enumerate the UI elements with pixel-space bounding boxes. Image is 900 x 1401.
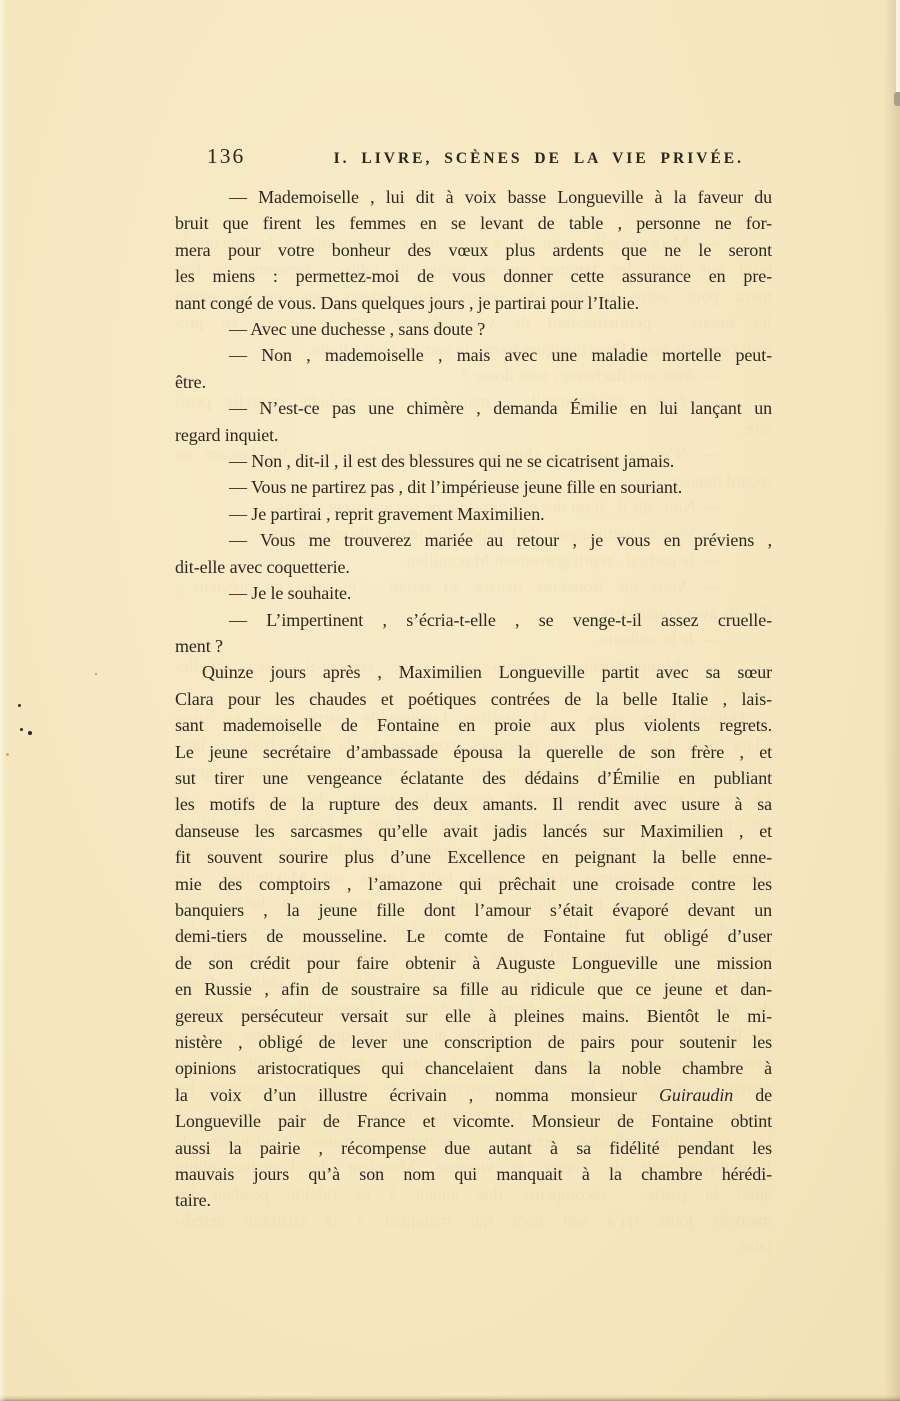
text-line bbox=[175, 369, 772, 395]
text-line bbox=[175, 897, 772, 923]
text-line bbox=[175, 950, 772, 976]
body-text-block bbox=[175, 184, 772, 1214]
text-segment: — Mademoiselle , lui dit à voix basse Longueville à la faveur du bbox=[229, 187, 772, 207]
text-segment: — Je le souhaite. bbox=[229, 583, 352, 604]
text-segment bbox=[736, 1236, 772, 1256]
text-line bbox=[175, 316, 772, 342]
text-segment: regard inquiet. bbox=[175, 424, 279, 445]
text-segment: taire. bbox=[175, 1190, 211, 1211]
text-line bbox=[175, 1108, 772, 1134]
text-line bbox=[175, 844, 772, 870]
text-line bbox=[175, 765, 772, 791]
text-segment: — L’impertinent , s’écria-t-elle , se venge-t-il assez cruelle- bbox=[229, 609, 772, 630]
paragraph bbox=[175, 659, 772, 1214]
page-header bbox=[175, 144, 772, 170]
scan-speck bbox=[95, 673, 97, 675]
text-segment: bruit que firent les femmes en se levant de table , personne ne for- bbox=[175, 213, 772, 234]
text-segment: demi-tiers de mousseline. Le comte de Fontaine fut obligé d’user bbox=[175, 926, 772, 947]
text-segment: — Vous ne partirez pas , dit l’impérieuse jeune fille en souriant. bbox=[229, 477, 683, 498]
text-segment: — Vous me trouverez mariée au retour , je vous en préviens , bbox=[229, 530, 772, 551]
text-segment: de bbox=[733, 1084, 772, 1105]
text-segment: — N’est-ce pas une chimère , demanda Émilie en lui lançant un bbox=[229, 398, 772, 419]
text-line bbox=[175, 607, 772, 633]
text-segment: — Avec une duchesse , sans doute ? bbox=[229, 319, 486, 340]
text-line bbox=[175, 633, 772, 659]
text-segment: — Non , dit-il , il est des blessures qui ne se cicatrisent jamais. bbox=[229, 451, 675, 472]
text-line bbox=[175, 210, 772, 236]
paragraph bbox=[175, 607, 772, 660]
text-segment: Longueville pair de France et vicomte. Monsieur de Fontaine obtint bbox=[175, 1111, 772, 1132]
scan-speck bbox=[6, 753, 9, 756]
text-segment: ment ? bbox=[175, 635, 223, 656]
text-segment: fit souvent sourire plus d’une Excellence en peignant la belle enne- bbox=[175, 847, 772, 868]
paragraph bbox=[175, 527, 772, 580]
paragraph bbox=[175, 342, 772, 395]
paragraph bbox=[175, 501, 772, 527]
text-segment: en Russie , afin de soustraire sa fille au ridicule que ce jeune et dan- bbox=[175, 979, 772, 1000]
text-line bbox=[175, 580, 772, 606]
text-line bbox=[175, 871, 772, 897]
text-line bbox=[175, 554, 772, 580]
text-segment: gereux persécuteur versait sur elle à pleines mains. Bientôt le mi- bbox=[175, 1005, 772, 1026]
paragraph bbox=[175, 395, 772, 448]
text-segment: Quinze jours après , Maximilien Longueville partit avec sa sœur bbox=[202, 662, 772, 683]
text-segment: la voix d’un illustre écrivain , nomma monsieur bbox=[175, 1084, 660, 1105]
text-line bbox=[175, 1082, 772, 1108]
text-line bbox=[175, 659, 772, 685]
paragraph bbox=[175, 474, 772, 500]
text-segment: dit-elle avec coquetterie. bbox=[175, 556, 350, 577]
text-line bbox=[175, 263, 772, 289]
text-line bbox=[175, 474, 772, 500]
text-segment: Le jeune secrétaire d’ambassade épousa la querelle de son frère , et bbox=[175, 741, 772, 762]
text-line bbox=[175, 739, 772, 765]
scan-speck bbox=[20, 728, 23, 731]
text-line bbox=[175, 818, 772, 844]
text-segment: banquiers , la jeune fille dont l’amour s’était évaporé devant un bbox=[175, 899, 772, 920]
paragraph bbox=[175, 316, 772, 342]
text-segment: mauvais jours qu’à son nom qui manquait à la chambre hérédi- bbox=[175, 1164, 772, 1185]
text-line bbox=[175, 501, 772, 527]
text-line bbox=[175, 791, 772, 817]
text-line bbox=[175, 686, 772, 712]
text-segment: — Non , mademoiselle , mais avec une maladie mortelle peut- bbox=[229, 345, 772, 366]
italic-text: Guiraudin bbox=[659, 1084, 734, 1105]
page-edge-highlight bbox=[896, 0, 900, 92]
text-segment: de son crédit pour faire obtenir à Auguste Longueville une mission bbox=[175, 952, 772, 973]
text-segment: nistère , obligé de lever une conscription de pairs pour soutenir les bbox=[175, 1032, 772, 1052]
text-line bbox=[175, 527, 772, 553]
paragraph bbox=[175, 448, 772, 474]
text-line bbox=[175, 237, 772, 263]
text-line bbox=[175, 923, 772, 949]
paragraph bbox=[175, 580, 772, 606]
text-line bbox=[175, 1003, 772, 1029]
text-line bbox=[175, 1161, 772, 1187]
text-line bbox=[175, 1135, 772, 1161]
text-line bbox=[175, 448, 772, 474]
text-segment: Clara pour les chaudes et poétiques contrées de la belle Italie , lais- bbox=[175, 688, 772, 709]
page-number: 136 bbox=[207, 144, 246, 168]
text-line bbox=[175, 1029, 772, 1055]
text-segment: mie des comptoirs , l’amazone qui prêchait une croisade contre les bbox=[175, 873, 772, 894]
text-line bbox=[175, 422, 772, 448]
text-segment: être. bbox=[175, 371, 206, 392]
running-header: I. LIVRE, SCÈNES DE LA VIE PRIVÉE. bbox=[333, 150, 744, 167]
text-line bbox=[175, 712, 772, 738]
paragraph bbox=[175, 184, 772, 316]
text-segment: sut tirer une vengeance éclatante des dédains d’Émilie en publiant bbox=[175, 767, 772, 788]
text-line bbox=[175, 395, 772, 421]
text-line bbox=[175, 342, 772, 368]
text-line bbox=[175, 1187, 772, 1213]
text-segment: les miens : permettez-moi de vous donner cette assurance en pre- bbox=[175, 266, 772, 287]
text-line bbox=[175, 1055, 772, 1081]
text-segment: mera pour votre bonheur des vœux plus ardents que ne le seront bbox=[175, 239, 772, 260]
text-line bbox=[175, 1233, 772, 1259]
scan-speck bbox=[28, 731, 32, 735]
text-segment: opinions aristocratiques qui chancelaient dans la noble chambre à bbox=[175, 1058, 772, 1079]
text-segment: les motifs de la rupture des deux amants. Il rendit avec usure à sa bbox=[175, 794, 772, 815]
text-line bbox=[175, 290, 772, 316]
text-line bbox=[175, 976, 772, 1002]
text-segment: sant mademoiselle de Fontaine en proie aux plus violents regrets. bbox=[175, 715, 772, 736]
text-segment: — Je partirai , reprit gravement Maximilien. bbox=[229, 503, 545, 524]
text-segment: nant congé de vous. Dans quelques jours , je partirai pour l’Italie. bbox=[175, 292, 640, 313]
text-segment: aussi la pairie , récompense due autant à sa fidélité pendant les bbox=[175, 1137, 772, 1158]
text-line bbox=[175, 184, 772, 210]
text-segment: danseuse les sarcasmes qu’elle avait jadis lancés sur Maximilien , et bbox=[175, 820, 772, 841]
page-edge-notch bbox=[894, 92, 900, 106]
scan-speck bbox=[18, 704, 21, 707]
